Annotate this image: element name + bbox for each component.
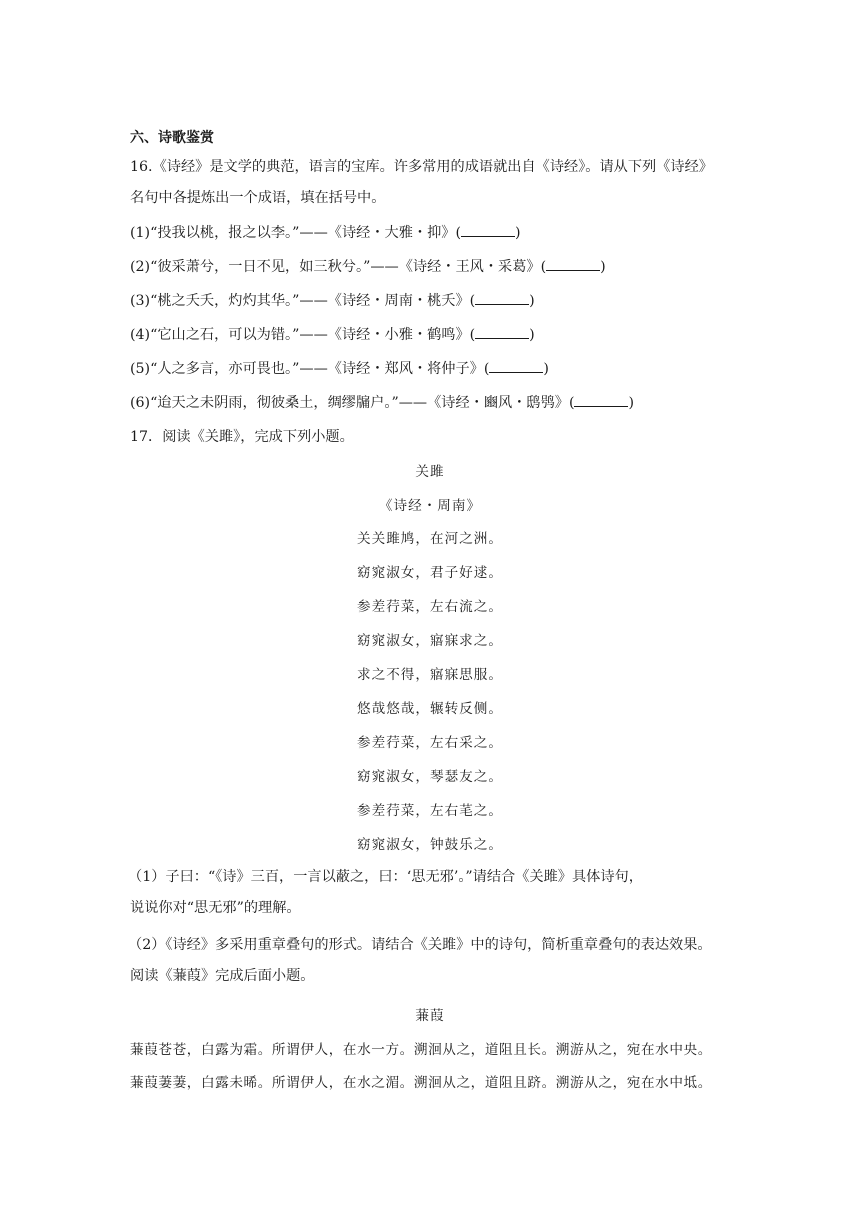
jianjia-title: 蒹葭: [415, 1008, 445, 1024]
section-title: 六、诗歌鉴赏: [130, 130, 214, 146]
q16-item-close: ): [514, 225, 521, 241]
q16-item-close: ): [529, 327, 535, 343]
q16-item-text: (1)“投我以桃，报之以李。”——《诗经・大雅・抑》(: [130, 225, 461, 241]
answer-blank[interactable]: [475, 292, 529, 305]
q16-item-text: (3)“桃之夭夭，灼灼其华。”——《诗经・周南・桃夭》(: [130, 293, 476, 309]
q16-item-close: ): [600, 259, 606, 275]
answer-blank[interactable]: [546, 258, 600, 271]
answer-blank[interactable]: [461, 224, 515, 237]
poem-line: 参差荇菜，左右芼之。: [357, 803, 503, 819]
jianjia-line: 蒹葭萋萋，白露未晞。所谓伊人，在水之湄。溯洄从之，道阻且跻。溯游从之，宛在水中坻。: [130, 1075, 712, 1091]
q16-item-3: [130, 291, 760, 311]
poem-line: 窈窕淑女，琴瑟友之。: [357, 769, 503, 785]
poem-title: 关雎: [415, 464, 445, 480]
q16-item-text: (2)“彼采萧兮，一日不见，如三秋兮。”——《诗经・王风・采葛》(: [130, 259, 547, 275]
poem-line: 参差荇菜，左右采之。: [357, 735, 503, 751]
poem-line: 参差荇菜，左右流之。: [357, 599, 503, 615]
answer-blank[interactable]: [574, 394, 628, 407]
q17-sub1-line1: （1）子曰：“《诗》三百，一言以蔽之，曰：‘思无邪’。”请结合《关雎》具体诗句，: [128, 869, 643, 885]
poem-line: 窈窕淑女，君子好逑。: [357, 565, 503, 581]
answer-blank[interactable]: [489, 360, 543, 373]
q16-item-text: (5)“人之多言，亦可畏也。”——《诗经・郑风・将仲子》(: [130, 361, 490, 377]
poem-source: 《诗经・周南》: [378, 498, 482, 514]
q16-intro-line2: 名句中各提炼出一个成语，填在括号中。: [130, 190, 386, 206]
q16-item-close: ): [529, 293, 535, 309]
q16-intro-line1: 16.《诗经》是文学的典范，语言的宝库。许多常用的成语就出自《诗经》。请从下列《诗经》: [130, 159, 713, 175]
jianjia-intro: 阅读《蒹葭》完成后面小题。: [130, 968, 315, 984]
q16-item-text: (6)“迨天之未阴雨，彻彼桑土，绸缪牖户。”——《诗经・豳风・鸱鸮》(: [130, 395, 575, 411]
answer-blank[interactable]: [475, 326, 529, 339]
q16-item-close: ): [543, 361, 549, 377]
q16-item-5: [130, 359, 760, 379]
poem-line: 窈窕淑女，寤寐求之。: [357, 633, 503, 649]
poem-line: 悠哉悠哉，辗转反侧。: [357, 701, 503, 717]
q16-item-close: ): [628, 395, 635, 411]
q16-item-2: [130, 257, 760, 277]
q16-item-6: [130, 393, 760, 413]
poem-line: 关关雎鸠，在河之洲。: [357, 531, 503, 547]
poem-line: 求之不得，寤寐思服。: [357, 667, 503, 683]
q17-sub2: （2）《诗经》多采用重章叠句的形式。请结合《关雎》中的诗句，简析重章叠句的表达效果。: [128, 937, 712, 953]
q17-sub1-line2: 说说你对“思无邪”的理解。: [130, 900, 301, 916]
q17-intro: 17．阅读《关雎》，完成下列小题。: [130, 429, 354, 445]
q16-item-text: (4)“它山之石，可以为错。”——《诗经・小雅・鹤鸣》(: [130, 327, 476, 343]
q16-item-1: [130, 223, 760, 243]
q16-item-4: [130, 325, 760, 345]
jianjia-line: 蒹葭苍苍，白露为霜。所谓伊人，在水一方。溯洄从之，道阻且长。溯游从之，宛在水中央。: [130, 1042, 712, 1058]
poem-line: 窈窕淑女，钟鼓乐之。: [357, 837, 503, 853]
